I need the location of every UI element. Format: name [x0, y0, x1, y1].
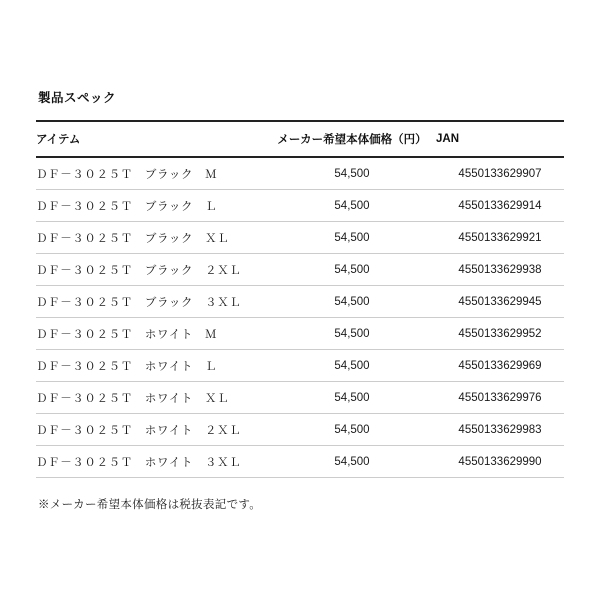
- cell-price: 54,500: [268, 222, 436, 254]
- table-body: [36, 157, 564, 478]
- table-row: [36, 190, 564, 222]
- table-row: [36, 318, 564, 350]
- cell-item: ＤＦ－３０２５Ｔ ホワイト Ｍ: [36, 318, 268, 350]
- cell-price: 54,500: [268, 157, 436, 190]
- cell-item: ＤＦ－３０２５Ｔ ブラック ＸＬ: [36, 222, 268, 254]
- table-header-row: [36, 121, 564, 157]
- cell-price: 54,500: [268, 190, 436, 222]
- cell-jan: 4550133629914: [436, 190, 564, 222]
- cell-item: ＤＦ－３０２５Ｔ ブラック Ｌ: [36, 190, 268, 222]
- cell-item: ＤＦ－３０２５Ｔ ブラック ３ＸＬ: [36, 286, 268, 318]
- table-row: [36, 222, 564, 254]
- price-note: ※メーカー希望本体価格は税抜表記です。: [38, 499, 262, 511]
- cell-price: 54,500: [268, 254, 436, 286]
- product-spec-table: [36, 120, 564, 478]
- table-row: [36, 254, 564, 286]
- cell-jan: 4550133629945: [436, 286, 564, 318]
- cell-jan: 4550133629907: [436, 157, 564, 190]
- cell-item: ＤＦ－３０２５Ｔ ブラック ２ＸＬ: [36, 254, 268, 286]
- cell-jan: 4550133629938: [436, 254, 564, 286]
- table-row: [36, 286, 564, 318]
- column-header-jan: JAN: [436, 121, 564, 157]
- cell-price: 54,500: [268, 414, 436, 446]
- cell-price: 54,500: [268, 350, 436, 382]
- cell-item: ＤＦ－３０２５Ｔ ホワイト Ｌ: [36, 350, 268, 382]
- column-header-item: アイテム: [36, 121, 268, 157]
- table-row: [36, 414, 564, 446]
- cell-jan: 4550133629983: [436, 414, 564, 446]
- cell-jan: 4550133629976: [436, 382, 564, 414]
- cell-price: 54,500: [268, 318, 436, 350]
- cell-item: ＤＦ－３０２５Ｔ ホワイト ２ＸＬ: [36, 414, 268, 446]
- table-row: [36, 446, 564, 478]
- cell-price: 54,500: [268, 446, 436, 478]
- cell-jan: 4550133629969: [436, 350, 564, 382]
- cell-jan: 4550133629990: [436, 446, 564, 478]
- page-title: 製品スペック: [38, 91, 117, 105]
- cell-price: 54,500: [268, 382, 436, 414]
- cell-price: 54,500: [268, 286, 436, 318]
- cell-item: ＤＦ－３０２５Ｔ ホワイト ３ＸＬ: [36, 446, 268, 478]
- cell-item: ＤＦ－３０２５Ｔ ブラック Ｍ: [36, 157, 268, 190]
- cell-item: ＤＦ－３０２５Ｔ ホワイト ＸＬ: [36, 382, 268, 414]
- table-row: [36, 157, 564, 190]
- cell-jan: 4550133629921: [436, 222, 564, 254]
- column-header-price: メーカー希望本体価格（円）: [268, 121, 436, 157]
- table-row: [36, 382, 564, 414]
- table-row: [36, 350, 564, 382]
- cell-jan: 4550133629952: [436, 318, 564, 350]
